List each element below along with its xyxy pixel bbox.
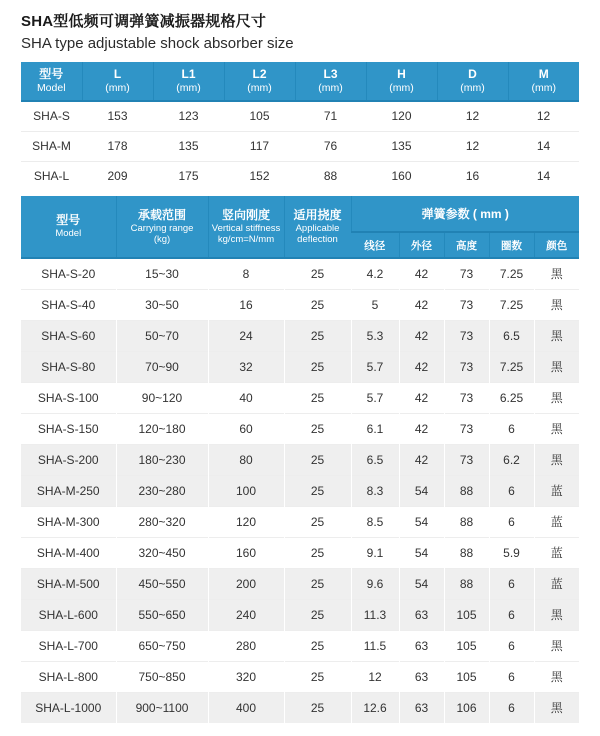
col-header-spring-params: 弹簧参数 ( mm ): [351, 196, 579, 232]
param-table-header-row: [21, 196, 579, 232]
table-cell: 6: [489, 630, 534, 661]
table-cell: 16: [437, 161, 508, 191]
table-cell: 5.7: [351, 351, 399, 382]
table-cell: 42: [399, 382, 444, 413]
table-cell: 黑: [534, 258, 579, 289]
table-cell: 135: [366, 131, 437, 161]
table-cell: 88: [444, 506, 489, 537]
table-cell: SHA-S-60: [21, 320, 116, 351]
col-header-L3: L3 (mm): [295, 62, 366, 101]
table-cell: 54: [399, 475, 444, 506]
col-header-coil-count: 圈数: [489, 232, 534, 258]
table-cell: SHA-L: [21, 161, 82, 191]
table-cell: 12: [465, 109, 480, 124]
table-cell: 黑: [534, 382, 579, 413]
table-cell: 209: [82, 161, 153, 191]
param-table-body: [21, 258, 579, 723]
table-cell: 8.5: [351, 506, 399, 537]
table-row: [21, 131, 579, 161]
table-cell: 8.3: [351, 475, 399, 506]
table-cell: 5.9: [489, 537, 534, 568]
table-cell: 240: [208, 599, 284, 630]
table-cell: 105: [444, 599, 489, 630]
table-cell: 105: [249, 109, 270, 124]
size-table-body: [21, 101, 579, 191]
param-table: [21, 196, 579, 723]
table-cell: 54: [399, 537, 444, 568]
table-cell: 25: [284, 258, 351, 289]
table-cell: 400: [208, 692, 284, 723]
size-table-header-row: [21, 62, 579, 101]
table-cell: 16: [208, 289, 284, 320]
table-cell: 42: [399, 413, 444, 444]
table-cell: 6.1: [351, 413, 399, 444]
table-cell: SHA-M-500: [21, 568, 116, 599]
col-header-wire-diameter: 线径: [351, 232, 399, 258]
table-cell: 73: [444, 289, 489, 320]
table-cell: SHA-M-250: [21, 475, 116, 506]
table-cell: 73: [444, 382, 489, 413]
table-cell: 5: [351, 289, 399, 320]
table-cell: 50~70: [116, 320, 208, 351]
table-row: [21, 630, 579, 661]
table-row: [21, 444, 579, 475]
col-header-D: D (mm): [437, 62, 508, 101]
table-cell: 6: [489, 475, 534, 506]
table-cell: SHA-M-400: [21, 537, 116, 568]
table-cell: 8: [208, 258, 284, 289]
table-cell: SHA-S: [33, 109, 70, 124]
table-cell: 6.5: [489, 320, 534, 351]
table-cell: 88: [444, 568, 489, 599]
table-row: [21, 537, 579, 568]
table-cell: 63: [399, 692, 444, 723]
table-cell: 135: [153, 131, 224, 161]
table-cell: 黑: [534, 289, 579, 320]
table-cell: 9.1: [351, 537, 399, 568]
table-cell: 42: [399, 320, 444, 351]
table-cell: 120: [208, 506, 284, 537]
table-cell: 160: [208, 537, 284, 568]
table-cell: 178: [82, 131, 153, 161]
table-cell: 6.2: [489, 444, 534, 475]
page-title: SHA型低频可调弹簧减振器规格尺寸: [21, 13, 267, 30]
table-cell: 900~1100: [116, 692, 208, 723]
table-cell: 106: [444, 692, 489, 723]
table-cell: 12.6: [351, 692, 399, 723]
table-cell: 88: [444, 537, 489, 568]
table-cell: 25: [284, 320, 351, 351]
table-cell: 25: [284, 630, 351, 661]
table-row: [21, 568, 579, 599]
table-cell: 88: [295, 161, 366, 191]
table-cell: 71: [323, 109, 338, 124]
table-cell: 25: [284, 568, 351, 599]
table-cell: SHA-L-1000: [21, 692, 116, 723]
table-cell: 9.6: [351, 568, 399, 599]
table-cell: 6: [489, 568, 534, 599]
table-cell: 88: [444, 475, 489, 506]
table-row: [21, 351, 579, 382]
table-cell: 黑: [534, 692, 579, 723]
table-cell: 30~50: [116, 289, 208, 320]
table-cell: 120~180: [116, 413, 208, 444]
table-cell: 11.5: [351, 630, 399, 661]
table-cell: 6: [489, 661, 534, 692]
col-header-vertical-stiffness: 竖向刚度 Vertical stiffness kg/cm=N/mm: [208, 196, 284, 258]
table-cell: 黑: [534, 413, 579, 444]
page-subtitle: SHA type adjustable shock absorber size: [21, 35, 294, 52]
table-cell: 63: [399, 630, 444, 661]
table-cell: 750~850: [116, 661, 208, 692]
table-cell: SHA-S-100: [21, 382, 116, 413]
table-cell: 200: [208, 568, 284, 599]
table-cell: SHA-S-150: [21, 413, 116, 444]
table-cell: SHA-M-300: [21, 506, 116, 537]
table-cell: 黑: [534, 351, 579, 382]
table-cell: 15~30: [116, 258, 208, 289]
table-cell: 280: [208, 630, 284, 661]
table-cell: 25: [284, 506, 351, 537]
table-row: [21, 258, 579, 289]
table-cell: 黑: [534, 599, 579, 630]
table-cell: 175: [153, 161, 224, 191]
table-row: [21, 599, 579, 630]
table-cell: 60: [208, 413, 284, 444]
table-cell: SHA-S-80: [21, 351, 116, 382]
table-cell: 24: [208, 320, 284, 351]
table-cell: 25: [284, 599, 351, 630]
table-cell: 73: [444, 351, 489, 382]
table-cell: 280~320: [116, 506, 208, 537]
table-cell: 7.25: [489, 351, 534, 382]
table-cell: 42: [399, 351, 444, 382]
table-cell: 25: [284, 661, 351, 692]
table-cell: 105: [444, 630, 489, 661]
table-cell: 25: [284, 382, 351, 413]
table-cell: 63: [399, 599, 444, 630]
col-header-outer-diameter: 外径: [399, 232, 444, 258]
table-cell: 14: [508, 131, 579, 161]
col-header-M: M (mm): [508, 62, 579, 101]
table-cell: SHA-S-200: [21, 444, 116, 475]
table-row: [21, 506, 579, 537]
table-row: [21, 320, 579, 351]
table-cell: 70~90: [116, 351, 208, 382]
table-cell: 80: [208, 444, 284, 475]
table-cell: 40: [208, 382, 284, 413]
table-cell: SHA-L-600: [21, 599, 116, 630]
table-cell: 550~650: [116, 599, 208, 630]
table-cell: 120: [391, 109, 412, 124]
col-header-L: L (mm): [82, 62, 153, 101]
table-cell: 5.7: [351, 382, 399, 413]
table-cell: SHA-S-20: [41, 266, 96, 281]
table-row: [21, 161, 579, 191]
table-cell: 90~120: [116, 382, 208, 413]
table-cell: 蓝: [534, 506, 579, 537]
table-cell: 蓝: [534, 568, 579, 599]
table-cell: 100: [208, 475, 284, 506]
table-cell: 160: [366, 161, 437, 191]
table-cell: 6: [489, 413, 534, 444]
table-cell: 25: [284, 475, 351, 506]
table-cell: 63: [399, 661, 444, 692]
table-cell: 黑: [534, 661, 579, 692]
table-cell: 73: [444, 320, 489, 351]
table-cell: 25: [284, 692, 351, 723]
table-cell: 12: [536, 109, 551, 124]
table-cell: 54: [399, 568, 444, 599]
table-cell: 230~280: [116, 475, 208, 506]
table-cell: 黑: [534, 320, 579, 351]
table-row: [21, 289, 579, 320]
table-row: [21, 382, 579, 413]
table-cell: 73: [444, 444, 489, 475]
table-cell: 6.5: [351, 444, 399, 475]
table-cell: SHA-S-40: [21, 289, 116, 320]
table-cell: 黑: [534, 630, 579, 661]
table-row: [21, 101, 579, 131]
table-cell: 42: [399, 289, 444, 320]
table-cell: 25: [284, 413, 351, 444]
table-cell: 25: [284, 444, 351, 475]
table-cell: 25: [284, 537, 351, 568]
table-cell: 123: [178, 109, 199, 124]
col-header-color: 颜色: [534, 232, 579, 258]
table-cell: 4.2: [351, 258, 399, 289]
table-cell: SHA-L-800: [21, 661, 116, 692]
table-cell: 73: [444, 413, 489, 444]
table-cell: 153: [107, 109, 128, 124]
col-header-model: 型号 Model: [21, 62, 82, 101]
table-cell: 25: [284, 289, 351, 320]
table-cell: 25: [284, 351, 351, 382]
table-cell: 7.25: [489, 289, 534, 320]
table-cell: 42: [399, 258, 444, 289]
table-cell: 117: [224, 131, 295, 161]
table-row: [21, 475, 579, 506]
table-cell: 12: [437, 131, 508, 161]
col-header-H: H (mm): [366, 62, 437, 101]
table-cell: 42: [399, 444, 444, 475]
col-header-L1: L1 (mm): [153, 62, 224, 101]
table-cell: 蓝: [534, 537, 579, 568]
table-cell: 76: [295, 131, 366, 161]
table-cell: 105: [444, 661, 489, 692]
table-cell: 180~230: [116, 444, 208, 475]
col-header-applicable-deflection: 适用挠度 Applicable deflection: [284, 196, 351, 258]
col-header-carrying-range: 承载范围 Carrying range (kg): [116, 196, 208, 258]
table-row: [21, 413, 579, 444]
table-row: [21, 692, 579, 723]
table-cell: 650~750: [116, 630, 208, 661]
table-cell: 32: [208, 351, 284, 382]
table-cell: 11.3: [351, 599, 399, 630]
table-cell: 12: [351, 661, 399, 692]
table-cell: 6.25: [489, 382, 534, 413]
table-cell: 320: [208, 661, 284, 692]
table-cell: 6: [489, 599, 534, 630]
table-cell: 7.25: [489, 258, 534, 289]
table-cell: SHA-M: [21, 131, 82, 161]
table-row: [21, 661, 579, 692]
table-cell: 73: [444, 258, 489, 289]
table-cell: 14: [508, 161, 579, 191]
table-cell: 320~450: [116, 537, 208, 568]
size-table: [21, 62, 579, 191]
table-cell: SHA-L-700: [21, 630, 116, 661]
col-header-model: 型号 Model: [21, 196, 116, 258]
col-header-height: 高度: [444, 232, 489, 258]
table-cell: 6: [489, 692, 534, 723]
col-header-L2: L2 (mm): [224, 62, 295, 101]
table-cell: 5.3: [351, 320, 399, 351]
table-cell: 54: [399, 506, 444, 537]
table-cell: 蓝: [534, 475, 579, 506]
table-cell: 6: [489, 506, 534, 537]
table-cell: 152: [224, 161, 295, 191]
table-cell: 450~550: [116, 568, 208, 599]
table-cell: 黑: [534, 444, 579, 475]
